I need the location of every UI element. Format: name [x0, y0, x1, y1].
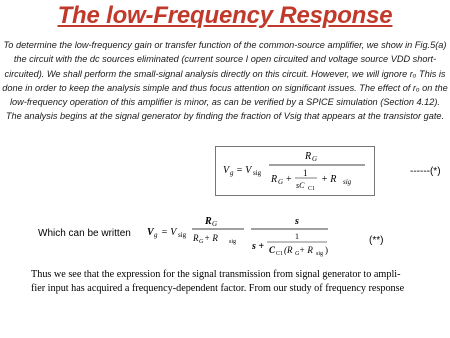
eq1-inner-den: sC [296, 181, 305, 190]
eq1-inner-den-sub: C1 [308, 186, 316, 192]
eq2-f2-inner-den-sub: C1 [276, 251, 284, 257]
slide-title: The low-Frequency Response [57, 2, 393, 29]
eq2-equals-v: = V [161, 227, 177, 238]
equation-vg-factored [145, 213, 330, 263]
which-can-be-written-label: Which can be written [38, 228, 131, 239]
eq1-equals-v: = V [236, 165, 252, 176]
bottom-paragraph [31, 268, 441, 295]
eq2-f2-num: s [295, 216, 299, 227]
eq2-f1-den-mid: + R [204, 233, 218, 243]
equation-vg-fraction [215, 146, 375, 196]
eq2-f1-den: R [193, 233, 199, 243]
eq1-lhs: V [223, 165, 230, 176]
eq1-numerator: R [305, 151, 312, 162]
eq2-f1-num: R [205, 216, 212, 227]
eq2-f2-inner-den-sub2: G [295, 251, 300, 257]
eq2-f1-num-sub: G [212, 220, 218, 228]
eq2-lhs: V [147, 227, 154, 238]
eq1-den-r-sub: G [278, 178, 284, 186]
eq2-f1-den-sub-b: sig [229, 239, 237, 245]
eq1-plus-r: + R [321, 174, 337, 185]
eq1-plus1: + [286, 174, 292, 185]
eq2-f2-den-a: s + [252, 241, 265, 252]
bottom-line-1: Thus we see that the expression for the signal transmission from signal generator to ampli- [31, 269, 401, 280]
eq2-f1-den-sub-a: G [199, 239, 204, 245]
eq2-f2-inner-den-a: C [269, 245, 276, 255]
eq2-f2-inner-den-c: + R [299, 245, 313, 255]
eq2-lhs-sub: g [154, 231, 158, 239]
eq2-f2-inner-den-d: ) [325, 245, 328, 255]
eq1-rsig-sub: sig [343, 178, 352, 186]
eq1-den-r: R [271, 174, 278, 185]
eq2-f2-inner-den-sub3: sig [316, 251, 324, 257]
equation2-reference: (**) [369, 235, 384, 246]
eq1-vsig-sub: sig [253, 169, 262, 177]
bottom-line-2: fier input has acquired a frequency-dependent factor. From our study of frequency response [31, 282, 405, 294]
eq1-lhs-sub: g [230, 169, 234, 177]
eq1-inner-num: 1 [303, 168, 308, 178]
eq2-vsig-sub: sig [178, 231, 187, 239]
eq1-numerator-sub: G [312, 155, 318, 163]
eq2-f2-inner-num: 1 [295, 232, 299, 241]
intro-paragraph: To determine the low-frequency gain or transfer function of the common-source amplifier, we show in Fig.5(a) the circuit with the dc sources eliminated (current source I open circuited and voltage source VDD short-circuited). We shall perform the small-signal analysis directly on this circuit. However, we will ignore rₒ This is done in order to keep the analysis simple and thus focus attention on significant issues. The effect of rₒ on the low-frequency operation of this amplifier is minor, as can be verified by a SPICE simulation (Section 4.12). The analysis begins at the signal generator by finding the fraction of Vsig that appears at the transistor gate. [2, 40, 448, 122]
equation1-reference: ------(*) [410, 166, 441, 177]
eq2-f2-inner-den-b: (R [284, 245, 293, 255]
